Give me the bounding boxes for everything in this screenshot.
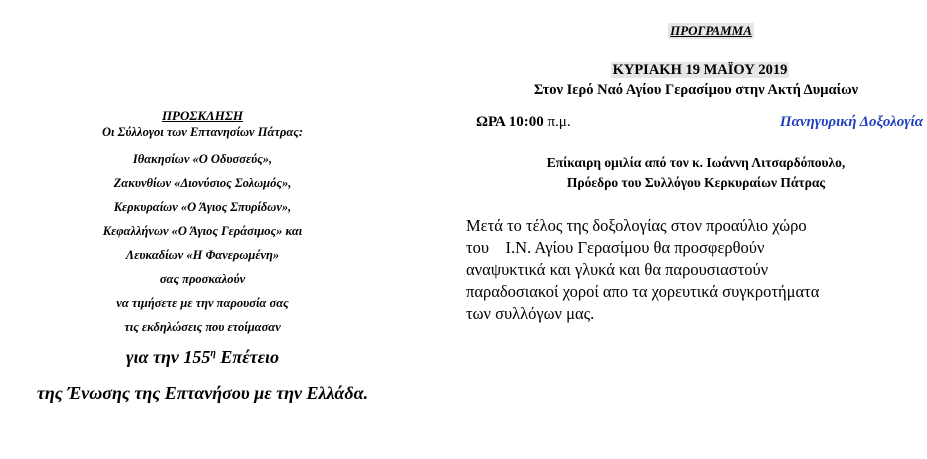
invitation-line: σας προσκαλούν xyxy=(159,272,246,286)
time-row xyxy=(466,114,926,136)
invitation-line: Οι Σύλλογοι των Επτανησίων Πάτρας: xyxy=(101,125,304,139)
anniversary-line xyxy=(0,343,405,368)
speech-line: Επίκαιρη ομιλία από τον κ. Ιωάννη Λιτσαρδόπουλο, xyxy=(546,155,846,170)
union-line: της Ένωσης της Επτανήσου με την Ελλάδα. xyxy=(36,383,369,403)
invitation-line: τις εκδηλώσεις που ετοίμασαν xyxy=(124,320,281,334)
invitation-line: Κεφαλλήνων «Ο Άγιος Γεράσιμος» και xyxy=(102,224,303,238)
event-date: ΚΥΡΙΑΚΗ 19 ΜΑΪΟΥ 2019 xyxy=(612,62,788,78)
invitation-line: Κερκυραίων «Ο Άγιος Σπυρίδων», xyxy=(113,200,292,214)
invitation-line: Ιθακησίων «Ο Οδυσσεύς», xyxy=(132,152,273,166)
invitation-line: να τιμήσετε με την παρουσία σας xyxy=(116,296,289,310)
invitation-line: Λευκαδίων «Η Φανερωμένη» xyxy=(125,248,280,262)
anniversary-suffix: Επέτειο xyxy=(215,347,279,367)
anniversary-ordinal: η xyxy=(210,348,216,359)
event-time-suffix: π.μ xyxy=(543,114,567,130)
invitation-title: ΠΡΟΣΚΛΗΣΗ xyxy=(161,108,244,123)
paragraph-line: του Ι.Ν. Αγίου Γερασίμου θα προσφερθούν xyxy=(466,238,765,257)
date-venue-block xyxy=(466,60,926,100)
paragraph-line: των συλλόγων μας. xyxy=(466,304,595,323)
program-column xyxy=(466,22,926,325)
speech-line: Πρόεδρο του Συλλόγου Κερκυραίων Πάτρας xyxy=(566,175,826,190)
paragraph-line: παραδοσιακοί χοροί απο τα χορευτικά συγκροτήματα xyxy=(466,282,820,301)
doxology-label: Πανηγυρική Δοξολογία xyxy=(779,114,923,130)
event-time xyxy=(476,114,571,131)
paragraph-line: αναψυκτικά και γλυκά και θα παρουσιαστούν xyxy=(466,260,769,279)
paragraph-line: Μετά το τέλος της δοξολογίας στον προαύλιο χώρο xyxy=(466,216,807,235)
event-time-dot: . xyxy=(566,114,571,130)
reception-paragraph xyxy=(466,215,926,325)
event-venue: Στον Ιερό Ναό Αγίου Γερασίμου στην Ακτή Δυμαίων xyxy=(533,82,859,98)
invitation-column xyxy=(0,108,405,404)
program-title: ΠΡΟΓΡΑΜΜΑ xyxy=(670,23,752,38)
anniversary-prefix: για την 155 xyxy=(126,347,211,367)
speech-block xyxy=(466,153,926,193)
invitation-line: Ζακυνθίων «Διονύσιος Σολωμός», xyxy=(113,176,292,190)
event-time-value: ΩΡΑ 10:00 xyxy=(476,114,544,130)
